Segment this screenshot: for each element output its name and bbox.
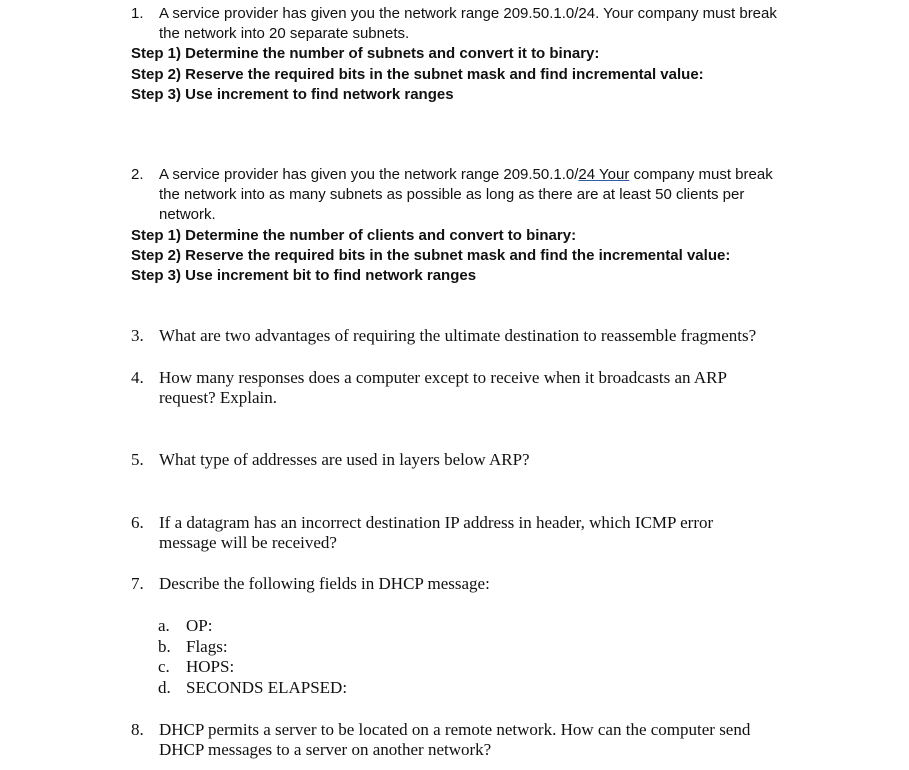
question-text: DHCP permits a server to be located on a remote network. How can the computer send <box>159 720 751 739</box>
question-number: 4. <box>131 368 144 387</box>
sub-item-text: Flags: <box>186 637 228 656</box>
question-text: What type of addresses are used in layers below ARP? <box>159 450 530 469</box>
question-number: 2. <box>131 166 144 183</box>
question-text: the network into as many subnets as possible as long as there are at least 50 clients per <box>159 186 745 203</box>
question-text: DHCP messages to a server on another network? <box>159 740 492 759</box>
step-2: Step 2) Reserve the required bits in the subnet mask and find incremental value: <box>131 66 704 83</box>
question-number: 8. <box>131 720 144 739</box>
question-text <box>159 165 811 185</box>
question-8 <box>131 720 811 760</box>
sub-item-text: HOPS: <box>186 657 235 676</box>
question-text: What are two advantages of requiring the ultimate destination to reassemble fragments? <box>159 326 757 345</box>
step-3: Step 3) Use increment to find network ranges <box>131 86 454 103</box>
underlined-text: 24 Your <box>578 166 630 183</box>
question-text: message will be received? <box>159 533 337 552</box>
step-3: Step 3) Use increment bit to find network ranges <box>131 267 477 284</box>
question-number: 7. <box>131 574 144 593</box>
question-5 <box>131 450 811 470</box>
question-2 <box>131 165 811 225</box>
question-text: A service provider has given you the network range 209.50.1.0/24. Your company must break <box>159 5 777 22</box>
step-1: Step 1) Determine the number of clients and convert to binary: <box>131 227 577 244</box>
question-7 <box>131 574 811 594</box>
sub-item-letter: b. <box>158 637 171 656</box>
question-3 <box>131 326 811 346</box>
sub-item-flags <box>158 637 228 657</box>
sub-item-op <box>158 616 212 636</box>
sub-item-letter: a. <box>158 616 170 635</box>
step-1: Step 1) Determine the number of subnets and convert it to binary: <box>131 45 600 62</box>
question-4 <box>131 368 811 408</box>
question-text: the network into 20 separate subnets. <box>159 25 410 42</box>
question-6 <box>131 513 811 553</box>
sub-item-text: OP: <box>186 616 213 635</box>
sub-item-letter: d. <box>158 678 171 697</box>
sub-item-letter: c. <box>158 657 170 676</box>
text-segment: company must break <box>629 166 773 183</box>
sub-item-seconds-elapsed <box>158 678 347 698</box>
question-number: 5. <box>131 450 144 469</box>
text-segment: A service provider has given you the network range 209.50.1.0/ <box>159 166 579 183</box>
sub-item-text: SECONDS ELAPSED: <box>186 678 348 697</box>
question-text: How many responses does a computer except to receive when it broadcasts an ARP <box>159 368 727 387</box>
question-1 <box>131 4 811 44</box>
question-number: 3. <box>131 326 144 345</box>
sub-item-hops <box>158 657 234 677</box>
question-text: network. <box>159 206 216 223</box>
step-2: Step 2) Reserve the required bits in the subnet mask and find the incremental value: <box>131 247 731 264</box>
question-text: request? Explain. <box>159 388 278 407</box>
question-text: If a datagram has an incorrect destination IP address in header, which ICMP error <box>159 513 714 532</box>
question-number: 1. <box>131 5 144 22</box>
question-text: Describe the following fields in DHCP message: <box>159 574 490 593</box>
question-number: 6. <box>131 513 144 532</box>
